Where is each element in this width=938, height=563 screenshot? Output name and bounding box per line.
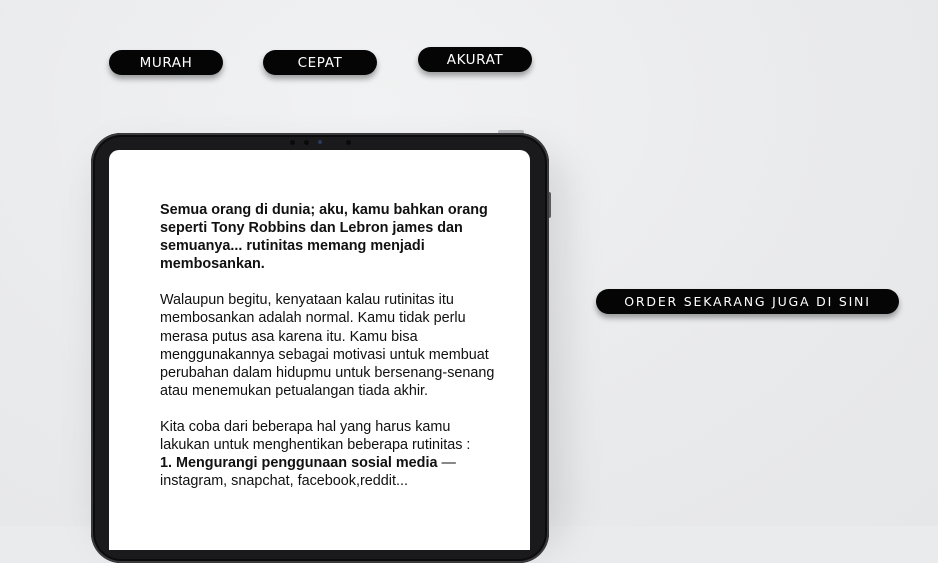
akurat-label: AKURAT <box>446 51 504 68</box>
cepat-label: CEPAT <box>297 54 343 71</box>
list-item-dash: — <box>437 455 456 472</box>
order-button[interactable] <box>596 289 899 314</box>
list-item <box>160 454 495 472</box>
list-item-title: 1. Mengurangi penggunaan sosial media <box>160 455 438 472</box>
tablet-screen[interactable] <box>109 150 530 550</box>
list-item-detail: instagram, snapchat, facebook,reddit... <box>160 473 408 490</box>
article-paragraph: Kita coba dari beberapa hal yang harus kamu lakukan untuk menghentikan beberapa rutinitas : <box>160 418 471 454</box>
tablet-sensor <box>290 140 295 145</box>
murah-label: MURAH <box>139 54 193 71</box>
article-body <box>160 201 495 490</box>
article-paragraph: Walaupun begitu, kenyataan kalau rutinitas itu membosankan adalah normal. Kamu tidak perlu merasa putus asa karena itu. Kamu bisa menggunakannya sebagai motivasi untuk membuat perubahan dalam hidupmu untuk bersenang-senang atau menemukan petualangan tiada akhir. <box>160 292 495 399</box>
akurat-badge[interactable] <box>418 47 532 72</box>
murah-badge[interactable] <box>109 50 223 75</box>
tablet-sensor <box>304 140 309 145</box>
tablet-camera <box>318 140 322 144</box>
tablet-sensor <box>346 140 351 145</box>
cepat-badge[interactable] <box>263 50 377 75</box>
article-intro: Semua orang di dunia; aku, kamu bahkan orang seperti Tony Robbins dan Lebron james dan semuanya... rutinitas memang menjadi membosankan. <box>160 202 488 273</box>
order-button-label: ORDER SEKARANG JUGA DI SINI <box>624 294 871 309</box>
